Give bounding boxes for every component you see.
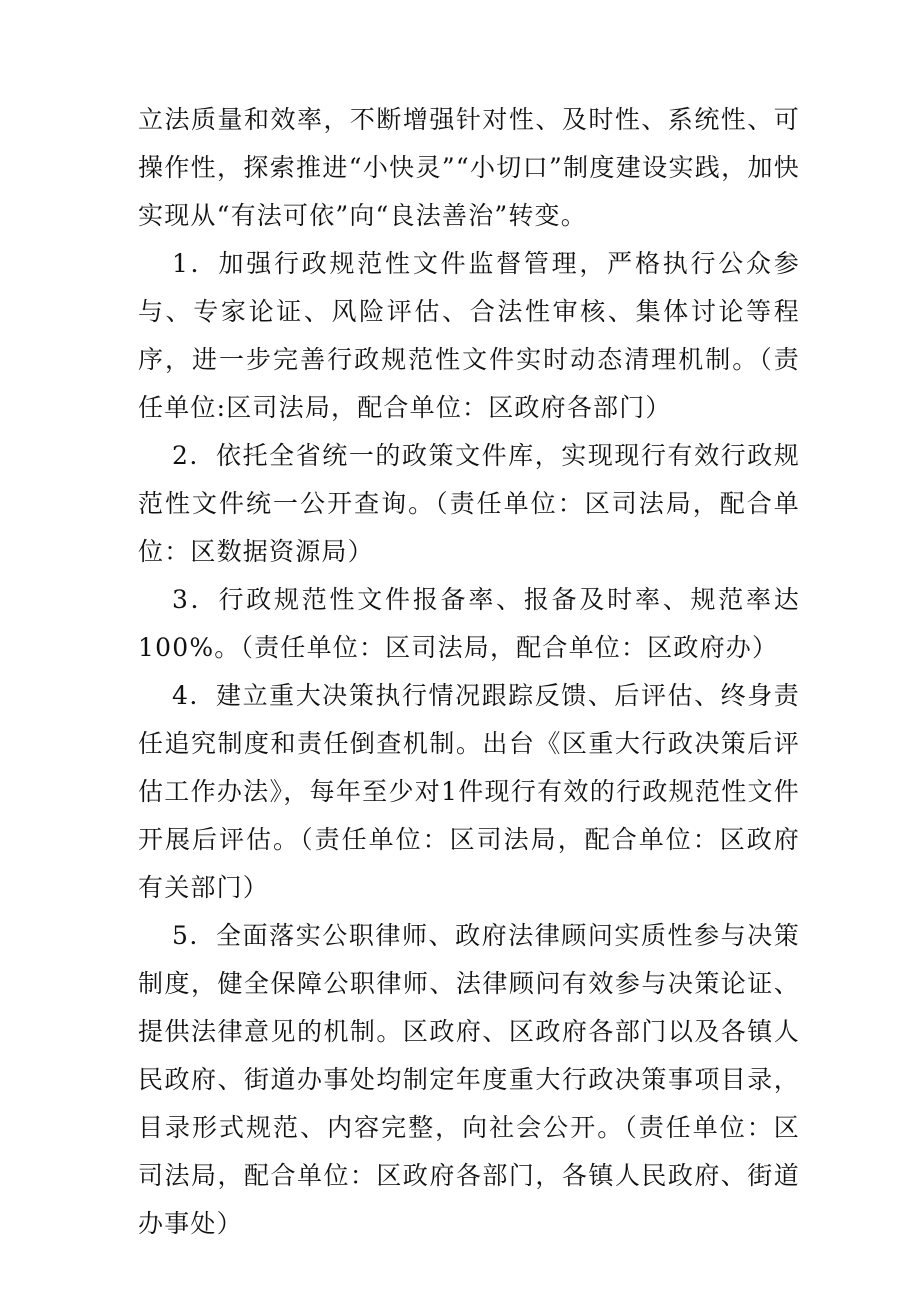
paragraph-continuation: 立法质量和效率，不断增强针对性、及时性、系统性、可操作性，探索推进“小快灵”“小切口”制度建设实践，加快实现从“有法可依”向“良法善治”转变。 <box>138 105 800 230</box>
paragraph-item-1: 1．加强行政规范性文件监督管理，严格执行公众参与、专家论证、风险评估、合法性审核、集体讨论等程序，进一步完善行政规范性文件实时动态清理机制。（责任单位:区司法局，配合单位：区政府各部门） <box>138 249 800 422</box>
paragraph-item-5: 5．全面落实公职律师、政府法律顾问实质性参与决策制度，健全保障公职律师、法律顾问有效参与决策论证、提供法律意见的机制。区政府、区政府各部门以及各镇人民政府、街道办事处均制定年度重大行政决策事项目录，目录形式规范、内容完整，向社会公开。（责任单位：区司法局，配合单位：区政府各部门，各镇人民政府、街道办事处） <box>138 921 800 1238</box>
document-body <box>138 96 800 1248</box>
paragraph-item-3: 3．行政规范性文件报备率、报备及时率、规范率达100%。（责任单位：区司法局，配合单位：区政府办） <box>138 585 800 662</box>
paragraph-item-4: 4．建立重大决策执行情况跟踪反馈、后评估、终身责任追究制度和责任倒查机制。出台《区重大行政决策后评估工作办法》，每年至少对1件现行有效的行政规范性文件开展后评估。（责任单位：区司法局，配合单位：区政府有关部门） <box>138 681 800 902</box>
paragraph-item-2: 2．依托全省统一的政策文件库，实现现行有效行政规范性文件统一公开查询。（责任单位：区司法局，配合单位：区数据资源局） <box>138 441 800 566</box>
